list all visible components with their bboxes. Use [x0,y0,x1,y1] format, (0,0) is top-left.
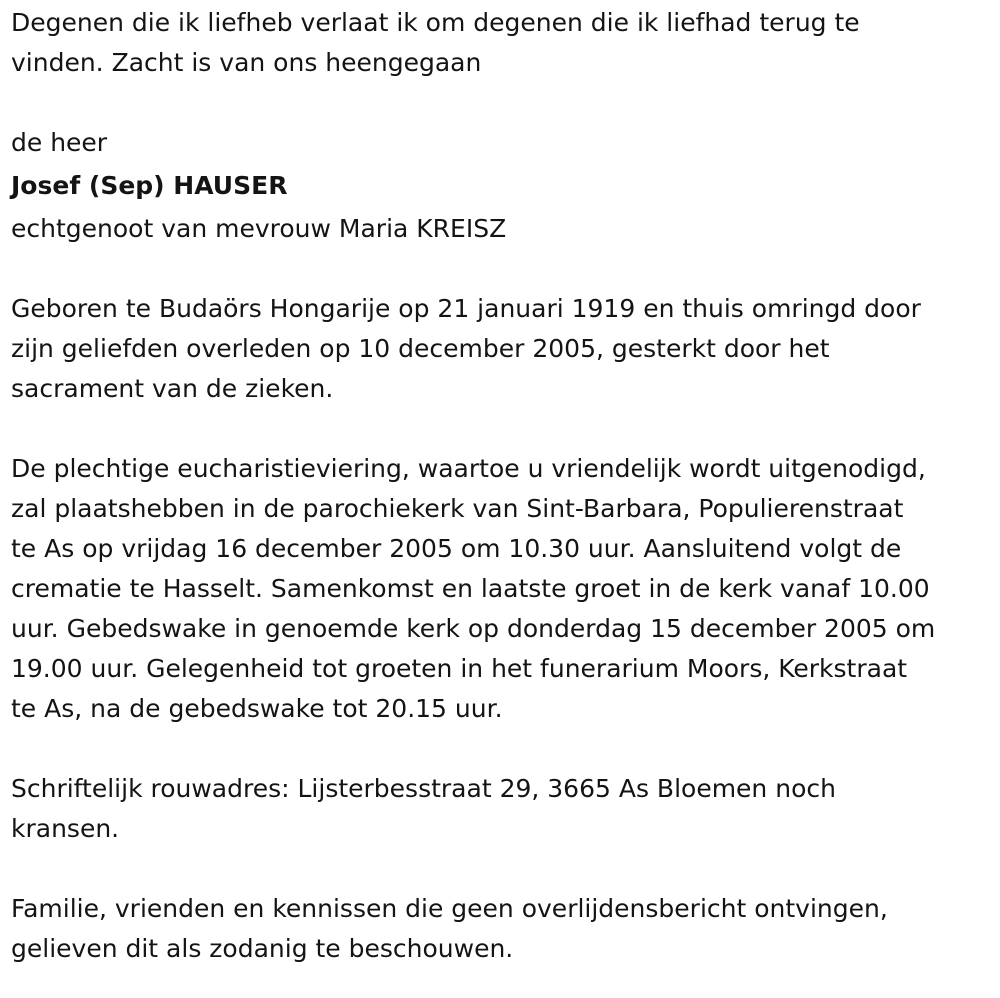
address-paragraph [11,769,996,849]
spacer [11,249,996,289]
spacer [11,83,996,123]
ceremony-line-4: crematie te Hasselt. Samenkomst en laatste groet in de kerk vanaf 10.00 [11,574,930,603]
ceremony-paragraph [11,449,996,729]
address-line-2: kransen. [11,814,120,843]
ceremony-line-6: 19.00 uur. Gelegenheid tot groeten in het funerarium Moors, Kerkstraat [11,654,908,683]
birth-death-line-3: sacrament van de zieken. [11,374,334,403]
birth-death-paragraph [11,289,996,409]
closing-line-2: gelieven dit als zodanig te beschouwen. [11,934,514,963]
deceased-block [11,123,996,249]
closing-line-1: Familie, vrienden en kennissen die geen overlijdensbericht ontvingen, [11,894,888,923]
spacer [11,849,996,889]
ceremony-line-5: uur. Gebedswake in genoemde kerk op donderdag 15 december 2005 om [11,614,936,643]
spacer [11,729,996,769]
closing-paragraph [11,889,996,969]
deceased-name: Josef (Sep) HAUSER [11,171,288,200]
ceremony-line-2: zal plaatshebben in de parochiekerk van Sint-Barbara, Populierenstraat [11,494,904,523]
ceremony-line-7: te As, na de gebedswake tot 20.15 uur. [11,694,503,723]
opening-quote [11,3,996,83]
obituary-notice [11,3,996,969]
ceremony-line-3: te As op vrijdag 16 december 2005 om 10.30 uur. Aansluitend volgt de [11,534,902,563]
ceremony-line-1: De plechtige eucharistieviering, waartoe u vriendelijk wordt uitgenodigd, [11,454,926,483]
birth-death-line-2: zijn geliefden overleden op 10 december 2005, gesterkt door het [11,334,830,363]
birth-death-line-1: Geboren te Budaörs Hongarije op 21 januari 1919 en thuis omringd door [11,294,921,323]
spacer [11,409,996,449]
address-line-1: Schriftelijk rouwadres: Lijsterbesstraat 29, 3665 As Bloemen noch [11,774,836,803]
salutation: de heer [11,128,108,157]
opening-line-2: vinden. Zacht is van ons heengegaan [11,48,482,77]
spouse-line: echtgenoot van mevrouw Maria KREISZ [11,214,507,243]
opening-line-1: Degenen die ik liefheb verlaat ik om degenen die ik liefhad terug te [11,8,860,37]
